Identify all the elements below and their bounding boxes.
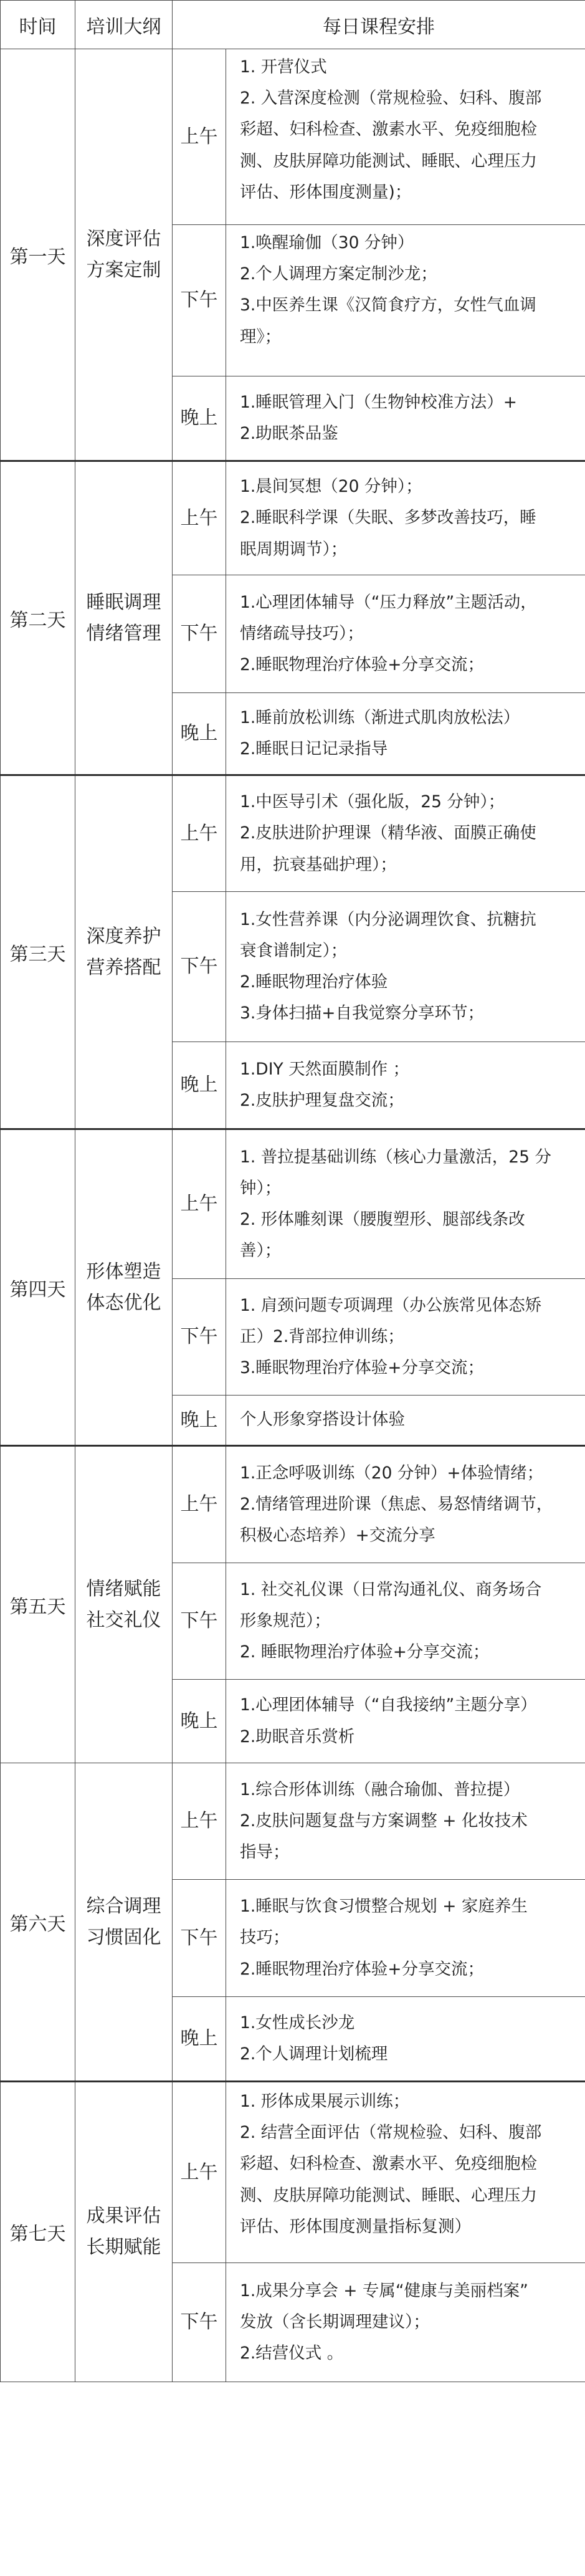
content-line: 衰食谱制定）； [240,941,348,960]
content-cell [226,693,585,775]
content-line: 1.睡前放松训练（渐进式肌肉放松法） [240,707,520,727]
content-cell [226,376,585,461]
period-cell: 上午 [173,2082,226,2263]
content-line: 1.唤醒瑜伽（30 分钟） [240,233,414,252]
content-line: 2. 睡眠物理治疗体验+分享交流； [240,1642,490,1662]
content-line: 理》； [240,327,282,347]
period-cell: 上午 [173,1763,226,1880]
content-line: 彩超、妇科检查、激素水平、免疫细胞检 [240,2154,537,2174]
period-cell: 下午 [173,225,226,376]
content-cell [226,1880,585,1997]
outline-line: 睡眠调理 [86,591,161,613]
period-cell: 下午 [173,1279,226,1396]
day-cell: 第七天 [1,2082,75,2382]
content-line: 2.个人调理计划梳理 [240,2044,388,2064]
content-line: 1. 形体成果展示训练； [240,2092,410,2111]
content-line: 2.皮肤问题复盘与方案调整 + 化妆技术 [240,1811,528,1831]
content-cell [226,1563,585,1680]
table-row [1,1129,585,1279]
content-line: 用，抗衰基础护理）； [240,855,397,874]
content-line: 形象规范）； [240,1611,331,1630]
period-cell: 下午 [173,575,226,693]
content-line: 个人形象穿搭设计体验 [240,1410,405,1430]
content-line: 3.中医养生课《汉简食疗方，女性气血调 [240,295,536,315]
content-line: 2.睡眠物理治疗体验+分享交流； [240,655,484,675]
content-line: 2.睡眠日记记录指导 [240,739,388,759]
period-cell: 下午 [173,1563,226,1680]
day-cell: 第五天 [1,1446,75,1763]
period-cell: 晚上 [173,376,226,461]
content-line: 1.晨间冥想（20 分钟）； [240,477,422,497]
content-cell [226,1997,585,2082]
day-cell: 第三天 [1,775,75,1129]
content-line: 2. 入营深度检测（常规检验、妇科、腹部 [240,89,542,108]
outline-line: 形体塑造 [86,1260,161,1283]
outline-line: 长期赋能 [86,2236,161,2258]
content-cell [226,1042,585,1129]
period-cell: 上午 [173,1446,226,1563]
content-line: 彩超、妇科检查、激素水平、免疫细胞检 [240,120,537,140]
content-cell [226,1446,585,1563]
outline-line: 方案定制 [86,259,161,281]
content-line: 测、皮肤屏障功能测试、睡眠、心理压力 [240,151,537,171]
content-line: 1.女性营养课（内分泌调理饮食、抗糖抗 [240,909,536,929]
outline-line: 综合调理 [86,1895,161,1917]
day-cell: 第六天 [1,1763,75,2082]
content-cell [226,1680,585,1763]
period-cell: 晚上 [173,1680,226,1763]
content-line: 1.女性成长沙龙 [240,2013,355,2033]
content-line: 测、皮肤屏障功能测试、睡眠、心理压力 [240,2185,537,2205]
content-line: 3.睡眠物理治疗体验+分享交流； [240,1358,484,1378]
content-cell [226,225,585,376]
period-cell: 上午 [173,775,226,892]
content-line: 1.心理团体辅导（“自我接纳”主题分享） [240,1695,537,1715]
table-row [1,49,585,225]
content-cell [226,2263,585,2382]
outline-cell [75,1129,173,1446]
content-line: 1.睡眠管理入门（生物钟校准方法）+ [240,392,517,412]
outline-line: 体态优化 [86,1291,161,1314]
outline-cell [75,461,173,775]
content-cell [226,575,585,693]
content-line: 技巧； [240,1928,290,1948]
content-line: 1.成果分享会 + 专属“健康与美丽档案” [240,2281,528,2301]
content-line: 眠周期调节）； [240,539,348,559]
content-cell [226,1396,585,1446]
content-line: 2.睡眠物理治疗体验 [240,972,388,992]
outline-line: 社交礼仪 [86,1609,161,1631]
period-cell: 上午 [173,461,226,575]
content-line: 情绪疏导技巧）； [240,623,364,643]
content-line: 2.助眠茶品鉴 [240,424,338,443]
table-row [1,461,585,575]
outline-line: 成果评估 [86,2205,161,2227]
day-cell: 第四天 [1,1129,75,1446]
content-cell [226,892,585,1042]
content-line: 1. 社交礼仪课（日常沟通礼仪、商务场合 [240,1579,542,1599]
content-line: 指导； [240,1842,290,1862]
period-cell: 下午 [173,892,226,1042]
outline-line: 营养搭配 [86,956,161,979]
outline-line: 情绪赋能 [86,1578,161,1600]
content-cell [226,1129,585,1279]
period-cell: 上午 [173,49,226,225]
content-cell [226,2082,585,2263]
content-line: 钟）； [240,1178,282,1198]
header-outline: 培训大纲 [75,1,173,49]
content-line: 2.结营仪式 。 [240,2344,344,2363]
content-line: 善）； [240,1241,282,1261]
content-line: 2.睡眠物理治疗体验+分享交流； [240,1959,484,1979]
outline-cell [75,1446,173,1763]
content-line: 评估、形体围度测量指标复测） [240,2216,471,2236]
period-cell: 上午 [173,1129,226,1279]
content-line: 2.个人调理方案定制沙龙； [240,264,437,284]
content-line: 2.皮肤护理复盘交流； [240,1091,404,1110]
content-line: 2.助眠音乐赏析 [240,1726,355,1746]
outline-line: 习惯固化 [86,1926,161,1948]
content-line: 发放（含长期调理建议）； [240,2312,430,2332]
content-line: 2.情绪管理进阶课（焦虑、易怒情绪调节， [240,1494,553,1514]
outline-cell [75,2082,173,2382]
content-cell [226,1279,585,1396]
outline-cell [75,775,173,1129]
table-row [1,1763,585,1880]
table-row [1,2082,585,2263]
content-line: 1. 开营仪式 [240,57,327,77]
header-row [1,1,585,49]
header-schedule: 每日课程安排 [173,1,585,49]
content-line: 正）2.背部拉伸训练； [240,1326,404,1346]
content-line: 1.睡眠与饮食习惯整合规划 + 家庭养生 [240,1897,528,1917]
content-line: 1. 肩颈问题专项调理（办公族常见体态矫 [240,1295,542,1315]
outline-line: 深度评估 [86,227,161,250]
period-cell: 下午 [173,1880,226,1997]
table-row [1,775,585,892]
content-line: 3.身体扫描+自我觉察分享环节； [240,1003,484,1023]
outline-line: 深度养护 [86,925,161,947]
content-line: 1.正念呼吸训练（20 分钟）+体验情绪； [240,1463,544,1483]
content-line: 2. 形体雕刻课（腰腹塑形、腿部线条改 [240,1210,525,1229]
content-line: 1.中医导引术（强化版，25 分钟）； [240,792,505,812]
outline-line: 情绪管理 [86,622,161,644]
content-line: 2.皮肤进阶护理课（精华液、面膜正确使 [240,823,536,843]
day-cell: 第一天 [1,49,75,461]
outline-cell [75,1763,173,2082]
content-line: 1. 普拉提基础训练（核心力量激活，25 分 [240,1147,551,1167]
period-cell: 晚上 [173,693,226,775]
content-line: 1.心理团体辅导（“压力释放”主题活动， [240,592,537,612]
period-cell: 晚上 [173,1042,226,1129]
content-cell [226,49,585,225]
outline-cell [75,49,173,461]
content-cell [226,1763,585,1880]
content-cell [226,461,585,575]
day-cell: 第二天 [1,461,75,775]
content-line: 1.综合形体训练（融合瑜伽、普拉提） [240,1779,520,1799]
content-cell [226,775,585,892]
period-cell: 晚上 [173,1997,226,2082]
period-cell: 晚上 [173,1396,226,1446]
period-cell: 下午 [173,2263,226,2382]
content-line: 2. 结营全面评估（常规检验、妇科、腹部 [240,2123,542,2143]
content-line: 1.DIY 天然面膜制作 ； [240,1059,410,1079]
header-time: 时间 [1,1,75,49]
content-line: 积极心态培养）+交流分享 [240,1526,435,1546]
table-row [1,1446,585,1563]
content-line: 评估、形体围度测量)； [240,182,412,202]
content-line: 2.睡眠科学课（失眠、多梦改善技巧，睡 [240,508,536,528]
